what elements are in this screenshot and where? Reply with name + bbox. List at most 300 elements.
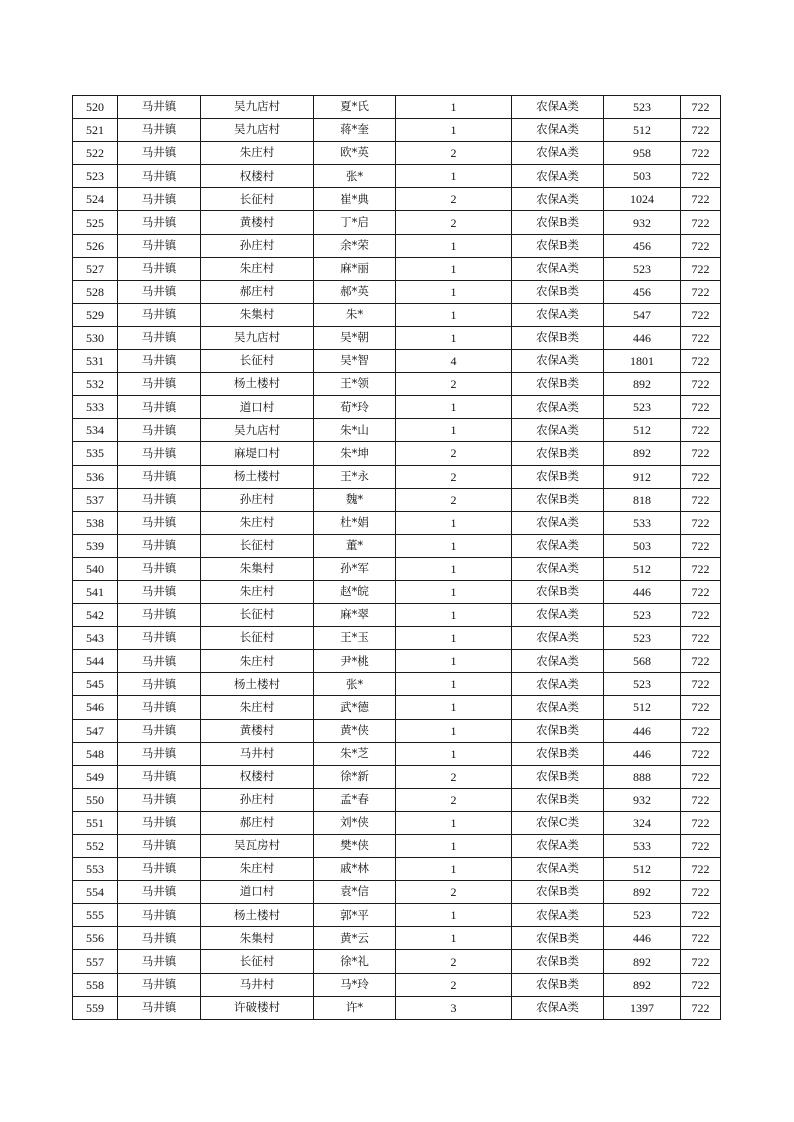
household-size-cell: 1 <box>396 811 512 834</box>
standard-cell: 722 <box>681 719 721 742</box>
amount-cell: 512 <box>604 419 681 442</box>
row-number-cell: 548 <box>73 742 118 765</box>
township-cell: 马井镇 <box>118 719 201 742</box>
amount-cell: 503 <box>604 165 681 188</box>
name-cell: 黄*侠 <box>314 719 396 742</box>
household-size-cell: 2 <box>396 442 512 465</box>
township-cell: 马井镇 <box>118 696 201 719</box>
category-cell: 农保B类 <box>512 765 604 788</box>
table-row <box>73 234 721 257</box>
amount-cell: 892 <box>604 950 681 973</box>
table-row <box>73 811 721 834</box>
household-size-cell: 1 <box>396 303 512 326</box>
row-number-cell: 544 <box>73 650 118 673</box>
household-size-cell: 1 <box>396 557 512 580</box>
village-cell: 朱庄村 <box>201 257 314 280</box>
township-cell: 马井镇 <box>118 973 201 996</box>
row-number-cell: 538 <box>73 511 118 534</box>
township-cell: 马井镇 <box>118 881 201 904</box>
amount-cell: 932 <box>604 788 681 811</box>
category-cell: 农保C类 <box>512 811 604 834</box>
category-cell: 农保B类 <box>512 211 604 234</box>
amount-cell: 818 <box>604 488 681 511</box>
table-row <box>73 188 721 211</box>
amount-cell: 533 <box>604 511 681 534</box>
name-cell: 魏* <box>314 488 396 511</box>
township-cell: 马井镇 <box>118 996 201 1019</box>
category-cell: 农保A类 <box>512 303 604 326</box>
table-row <box>73 742 721 765</box>
household-size-cell: 1 <box>396 927 512 950</box>
row-number-cell: 537 <box>73 488 118 511</box>
category-cell: 农保A类 <box>512 650 604 673</box>
row-number-cell: 546 <box>73 696 118 719</box>
township-cell: 马井镇 <box>118 303 201 326</box>
row-number-cell: 536 <box>73 465 118 488</box>
table-row <box>73 96 721 119</box>
name-cell: 崔*典 <box>314 188 396 211</box>
name-cell: 朱*山 <box>314 419 396 442</box>
village-cell: 长征村 <box>201 350 314 373</box>
standard-cell: 722 <box>681 858 721 881</box>
standard-cell: 722 <box>681 673 721 696</box>
village-cell: 朱庄村 <box>201 858 314 881</box>
standard-cell: 722 <box>681 604 721 627</box>
household-size-cell: 1 <box>396 396 512 419</box>
amount-cell: 1397 <box>604 996 681 1019</box>
amount-cell: 512 <box>604 557 681 580</box>
amount-cell: 523 <box>604 257 681 280</box>
township-cell: 马井镇 <box>118 442 201 465</box>
household-size-cell: 1 <box>396 534 512 557</box>
township-cell: 马井镇 <box>118 765 201 788</box>
township-cell: 马井镇 <box>118 419 201 442</box>
household-size-cell: 1 <box>396 696 512 719</box>
category-cell: 农保B类 <box>512 326 604 349</box>
household-size-cell: 1 <box>396 511 512 534</box>
village-cell: 长征村 <box>201 604 314 627</box>
row-number-cell: 550 <box>73 788 118 811</box>
village-cell: 朱庄村 <box>201 142 314 165</box>
village-cell: 朱庄村 <box>201 696 314 719</box>
row-number-cell: 554 <box>73 881 118 904</box>
category-cell: 农保A类 <box>512 96 604 119</box>
standard-cell: 722 <box>681 465 721 488</box>
household-size-cell: 2 <box>396 488 512 511</box>
name-cell: 余*荣 <box>314 234 396 257</box>
row-number-cell: 549 <box>73 765 118 788</box>
category-cell: 农保A类 <box>512 534 604 557</box>
table-row <box>73 604 721 627</box>
name-cell: 麻*翠 <box>314 604 396 627</box>
name-cell: 朱* <box>314 303 396 326</box>
category-cell: 农保B类 <box>512 881 604 904</box>
household-size-cell: 1 <box>396 165 512 188</box>
standard-cell: 722 <box>681 742 721 765</box>
village-cell: 杨土楼村 <box>201 465 314 488</box>
table-row <box>73 350 721 373</box>
table-row <box>73 650 721 673</box>
standard-cell: 722 <box>681 419 721 442</box>
township-cell: 马井镇 <box>118 396 201 419</box>
township-cell: 马井镇 <box>118 788 201 811</box>
table-row <box>73 765 721 788</box>
category-cell: 农保A类 <box>512 996 604 1019</box>
table-row <box>73 996 721 1019</box>
row-number-cell: 557 <box>73 950 118 973</box>
standard-cell: 722 <box>681 188 721 211</box>
name-cell: 荀*玲 <box>314 396 396 419</box>
amount-cell: 958 <box>604 142 681 165</box>
category-cell: 农保A类 <box>512 835 604 858</box>
name-cell: 袁*信 <box>314 881 396 904</box>
village-cell: 孙庄村 <box>201 488 314 511</box>
category-cell: 农保A类 <box>512 557 604 580</box>
village-cell: 权楼村 <box>201 765 314 788</box>
amount-cell: 512 <box>604 119 681 142</box>
category-cell: 农保B类 <box>512 788 604 811</box>
table-row <box>73 373 721 396</box>
table-row <box>73 835 721 858</box>
township-cell: 马井镇 <box>118 950 201 973</box>
table-row <box>73 211 721 234</box>
category-cell: 农保B类 <box>512 442 604 465</box>
village-cell: 杨土楼村 <box>201 373 314 396</box>
standard-cell: 722 <box>681 904 721 927</box>
name-cell: 朱*坤 <box>314 442 396 465</box>
standard-cell: 722 <box>681 580 721 603</box>
name-cell: 尹*桃 <box>314 650 396 673</box>
township-cell: 马井镇 <box>118 257 201 280</box>
household-size-cell: 1 <box>396 604 512 627</box>
name-cell: 张* <box>314 165 396 188</box>
township-cell: 马井镇 <box>118 280 201 303</box>
amount-cell: 523 <box>604 627 681 650</box>
category-cell: 农保B类 <box>512 950 604 973</box>
category-cell: 农保A类 <box>512 142 604 165</box>
roster-body <box>73 96 721 1020</box>
township-cell: 马井镇 <box>118 465 201 488</box>
table-row <box>73 257 721 280</box>
standard-cell: 722 <box>681 511 721 534</box>
household-size-cell: 1 <box>396 580 512 603</box>
standard-cell: 722 <box>681 788 721 811</box>
name-cell: 黄*云 <box>314 927 396 950</box>
name-cell: 欧*英 <box>314 142 396 165</box>
row-number-cell: 534 <box>73 419 118 442</box>
table-row <box>73 858 721 881</box>
amount-cell: 523 <box>604 604 681 627</box>
name-cell: 麻*丽 <box>314 257 396 280</box>
village-cell: 吴九店村 <box>201 119 314 142</box>
village-cell: 郝庄村 <box>201 280 314 303</box>
name-cell: 孙*军 <box>314 557 396 580</box>
row-number-cell: 540 <box>73 557 118 580</box>
name-cell: 张* <box>314 673 396 696</box>
amount-cell: 503 <box>604 534 681 557</box>
township-cell: 马井镇 <box>118 650 201 673</box>
name-cell: 赵*皖 <box>314 580 396 603</box>
household-size-cell: 1 <box>396 835 512 858</box>
row-number-cell: 521 <box>73 119 118 142</box>
household-size-cell: 1 <box>396 858 512 881</box>
amount-cell: 456 <box>604 234 681 257</box>
table-row <box>73 950 721 973</box>
row-number-cell: 553 <box>73 858 118 881</box>
table-row <box>73 326 721 349</box>
standard-cell: 722 <box>681 996 721 1019</box>
amount-cell: 523 <box>604 904 681 927</box>
standard-cell: 722 <box>681 765 721 788</box>
row-number-cell: 523 <box>73 165 118 188</box>
standard-cell: 722 <box>681 811 721 834</box>
name-cell: 蒋*奎 <box>314 119 396 142</box>
row-number-cell: 558 <box>73 973 118 996</box>
village-cell: 长征村 <box>201 188 314 211</box>
village-cell: 朱庄村 <box>201 650 314 673</box>
table-row <box>73 465 721 488</box>
amount-cell: 912 <box>604 465 681 488</box>
household-size-cell: 4 <box>396 350 512 373</box>
category-cell: 农保A类 <box>512 188 604 211</box>
name-cell: 孟*春 <box>314 788 396 811</box>
row-number-cell: 532 <box>73 373 118 396</box>
household-size-cell: 2 <box>396 950 512 973</box>
household-size-cell: 2 <box>396 881 512 904</box>
category-cell: 农保B类 <box>512 488 604 511</box>
table-row <box>73 534 721 557</box>
category-cell: 农保B类 <box>512 465 604 488</box>
standard-cell: 722 <box>681 257 721 280</box>
village-cell: 长征村 <box>201 950 314 973</box>
township-cell: 马井镇 <box>118 604 201 627</box>
table-row <box>73 442 721 465</box>
household-size-cell: 1 <box>396 904 512 927</box>
village-cell: 朱庄村 <box>201 580 314 603</box>
standard-cell: 722 <box>681 396 721 419</box>
household-size-cell: 1 <box>396 119 512 142</box>
household-size-cell: 2 <box>396 211 512 234</box>
standard-cell: 722 <box>681 627 721 650</box>
township-cell: 马井镇 <box>118 742 201 765</box>
row-number-cell: 522 <box>73 142 118 165</box>
row-number-cell: 551 <box>73 811 118 834</box>
name-cell: 许* <box>314 996 396 1019</box>
standard-cell: 722 <box>681 534 721 557</box>
category-cell: 农保A类 <box>512 257 604 280</box>
amount-cell: 446 <box>604 927 681 950</box>
row-number-cell: 535 <box>73 442 118 465</box>
amount-cell: 533 <box>604 835 681 858</box>
household-size-cell: 1 <box>396 280 512 303</box>
township-cell: 马井镇 <box>118 580 201 603</box>
village-cell: 孙庄村 <box>201 788 314 811</box>
amount-cell: 892 <box>604 973 681 996</box>
amount-cell: 932 <box>604 211 681 234</box>
township-cell: 马井镇 <box>118 835 201 858</box>
standard-cell: 722 <box>681 350 721 373</box>
table-row <box>73 557 721 580</box>
village-cell: 马井村 <box>201 742 314 765</box>
table-row <box>73 696 721 719</box>
table-row <box>73 580 721 603</box>
name-cell: 王*玉 <box>314 627 396 650</box>
standard-cell: 722 <box>681 881 721 904</box>
table-row <box>73 673 721 696</box>
amount-cell: 888 <box>604 765 681 788</box>
household-size-cell: 1 <box>396 719 512 742</box>
household-size-cell: 2 <box>396 142 512 165</box>
amount-cell: 512 <box>604 858 681 881</box>
township-cell: 马井镇 <box>118 142 201 165</box>
name-cell: 王*领 <box>314 373 396 396</box>
township-cell: 马井镇 <box>118 534 201 557</box>
township-cell: 马井镇 <box>118 511 201 534</box>
name-cell: 夏*氏 <box>314 96 396 119</box>
standard-cell: 722 <box>681 442 721 465</box>
row-number-cell: 528 <box>73 280 118 303</box>
amount-cell: 446 <box>604 580 681 603</box>
row-number-cell: 520 <box>73 96 118 119</box>
township-cell: 马井镇 <box>118 188 201 211</box>
category-cell: 农保A类 <box>512 673 604 696</box>
standard-cell: 722 <box>681 950 721 973</box>
row-number-cell: 547 <box>73 719 118 742</box>
amount-cell: 1801 <box>604 350 681 373</box>
standard-cell: 722 <box>681 488 721 511</box>
township-cell: 马井镇 <box>118 350 201 373</box>
village-cell: 马井村 <box>201 973 314 996</box>
table-row <box>73 280 721 303</box>
household-size-cell: 2 <box>396 373 512 396</box>
village-cell: 朱集村 <box>201 927 314 950</box>
township-cell: 马井镇 <box>118 373 201 396</box>
row-number-cell: 524 <box>73 188 118 211</box>
amount-cell: 523 <box>604 96 681 119</box>
table-row <box>73 511 721 534</box>
standard-cell: 722 <box>681 280 721 303</box>
standard-cell: 722 <box>681 696 721 719</box>
name-cell: 武*德 <box>314 696 396 719</box>
table-row <box>73 881 721 904</box>
amount-cell: 892 <box>604 442 681 465</box>
village-cell: 黄楼村 <box>201 719 314 742</box>
village-cell: 黄楼村 <box>201 211 314 234</box>
household-size-cell: 1 <box>396 96 512 119</box>
table-row <box>73 396 721 419</box>
name-cell: 吴*朝 <box>314 326 396 349</box>
standard-cell: 722 <box>681 973 721 996</box>
household-size-cell: 2 <box>396 188 512 211</box>
amount-cell: 892 <box>604 373 681 396</box>
standard-cell: 722 <box>681 326 721 349</box>
household-size-cell: 1 <box>396 419 512 442</box>
name-cell: 丁*启 <box>314 211 396 234</box>
village-cell: 吴九店村 <box>201 326 314 349</box>
household-size-cell: 1 <box>396 673 512 696</box>
name-cell: 郭*平 <box>314 904 396 927</box>
row-number-cell: 530 <box>73 326 118 349</box>
standard-cell: 722 <box>681 835 721 858</box>
household-size-cell: 3 <box>396 996 512 1019</box>
category-cell: 农保A类 <box>512 627 604 650</box>
category-cell: 农保A类 <box>512 511 604 534</box>
roster-table <box>72 95 721 1020</box>
household-size-cell: 1 <box>396 257 512 280</box>
village-cell: 朱集村 <box>201 303 314 326</box>
village-cell: 杨土楼村 <box>201 673 314 696</box>
village-cell: 道口村 <box>201 396 314 419</box>
township-cell: 马井镇 <box>118 96 201 119</box>
row-number-cell: 531 <box>73 350 118 373</box>
row-number-cell: 556 <box>73 927 118 950</box>
township-cell: 马井镇 <box>118 811 201 834</box>
category-cell: 农保B类 <box>512 280 604 303</box>
household-size-cell: 2 <box>396 973 512 996</box>
table-row <box>73 627 721 650</box>
row-number-cell: 555 <box>73 904 118 927</box>
name-cell: 戚*林 <box>314 858 396 881</box>
table-row <box>73 719 721 742</box>
category-cell: 农保B类 <box>512 234 604 257</box>
standard-cell: 722 <box>681 927 721 950</box>
category-cell: 农保A类 <box>512 858 604 881</box>
standard-cell: 722 <box>681 165 721 188</box>
village-cell: 许破楼村 <box>201 996 314 1019</box>
village-cell: 长征村 <box>201 534 314 557</box>
category-cell: 农保A类 <box>512 419 604 442</box>
township-cell: 马井镇 <box>118 858 201 881</box>
household-size-cell: 1 <box>396 627 512 650</box>
row-number-cell: 559 <box>73 996 118 1019</box>
category-cell: 农保A类 <box>512 696 604 719</box>
amount-cell: 1024 <box>604 188 681 211</box>
category-cell: 农保A类 <box>512 396 604 419</box>
category-cell: 农保B类 <box>512 580 604 603</box>
name-cell: 董* <box>314 534 396 557</box>
row-number-cell: 543 <box>73 627 118 650</box>
village-cell: 杨土楼村 <box>201 904 314 927</box>
amount-cell: 523 <box>604 673 681 696</box>
standard-cell: 722 <box>681 211 721 234</box>
name-cell: 朱*芝 <box>314 742 396 765</box>
household-size-cell: 1 <box>396 742 512 765</box>
village-cell: 朱庄村 <box>201 511 314 534</box>
category-cell: 农保A类 <box>512 604 604 627</box>
row-number-cell: 526 <box>73 234 118 257</box>
amount-cell: 446 <box>604 742 681 765</box>
amount-cell: 446 <box>604 719 681 742</box>
table-row <box>73 142 721 165</box>
row-number-cell: 552 <box>73 835 118 858</box>
category-cell: 农保B类 <box>512 373 604 396</box>
amount-cell: 456 <box>604 280 681 303</box>
township-cell: 马井镇 <box>118 904 201 927</box>
village-cell: 孙庄村 <box>201 234 314 257</box>
row-number-cell: 527 <box>73 257 118 280</box>
row-number-cell: 541 <box>73 580 118 603</box>
household-size-cell: 1 <box>396 326 512 349</box>
standard-cell: 722 <box>681 373 721 396</box>
village-cell: 道口村 <box>201 881 314 904</box>
village-cell: 郝庄村 <box>201 811 314 834</box>
table-row <box>73 419 721 442</box>
table-row <box>73 119 721 142</box>
category-cell: 农保A类 <box>512 350 604 373</box>
amount-cell: 523 <box>604 396 681 419</box>
category-cell: 农保B类 <box>512 719 604 742</box>
standard-cell: 722 <box>681 119 721 142</box>
